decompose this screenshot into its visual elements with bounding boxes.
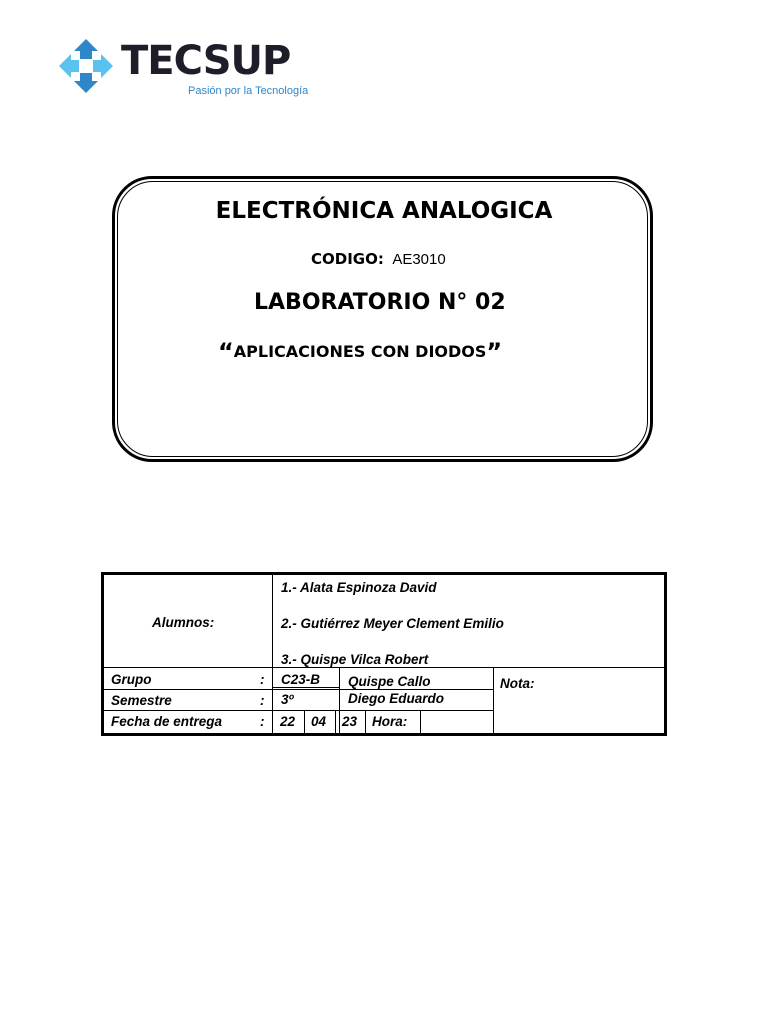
course-title: ELECTRÓNICA ANALOGICA	[215, 198, 553, 224]
professor-name: Quispe Callo	[348, 674, 431, 689]
table-divider	[493, 667, 494, 733]
topic-close-quote: ”	[486, 338, 503, 366]
semester-value: 3º	[281, 692, 294, 707]
tecsup-emblem-icon	[55, 35, 117, 97]
course-code	[311, 250, 446, 269]
course-code-label: CODIGO:	[311, 250, 384, 268]
professor-name: Diego Eduardo	[348, 691, 445, 706]
lab-topic	[218, 338, 502, 366]
tecsup-logo	[55, 35, 315, 105]
logo-wordmark: TECSUP	[121, 38, 291, 84]
delivery-month: 04	[311, 714, 327, 729]
group-colon: :	[260, 672, 265, 687]
student-name: 2.- Gutiérrez Meyer Clement Emilio	[281, 616, 504, 631]
table-divider	[104, 689, 494, 690]
delivery-day: 22	[280, 714, 296, 729]
grade-label: Nota:	[500, 676, 535, 691]
lab-title: LABORATORIO N° 02	[254, 290, 506, 315]
table-divider	[104, 710, 494, 711]
table-divider	[272, 575, 273, 733]
topic-text: APLICACIONES CON DIODOS	[233, 342, 487, 361]
table-divider	[365, 710, 366, 733]
students-label: Alumnos:	[152, 615, 215, 630]
table-divider	[339, 667, 340, 733]
group-value: C23-B	[281, 672, 321, 687]
delivery-date-colon: :	[260, 714, 265, 729]
semester-label: Semestre	[111, 693, 172, 708]
student-name: 3.- Quispe Vilca Robert	[281, 652, 429, 667]
student-info-table	[101, 572, 667, 736]
hour-label: Hora:	[372, 714, 408, 729]
delivery-year: 23	[342, 714, 358, 729]
semester-colon: :	[260, 693, 265, 708]
topic-open-quote: “	[218, 338, 234, 366]
group-label: Grupo	[111, 672, 152, 687]
logo-tagline: Pasión por la Tecnología	[188, 85, 309, 97]
table-divider	[420, 710, 421, 733]
table-divider	[335, 710, 336, 733]
student-name: 1.- Alata Espinoza David	[281, 580, 437, 595]
course-code-value: AE3010	[392, 251, 446, 268]
delivery-date-label: Fecha de entrega	[111, 714, 223, 729]
table-divider	[304, 710, 305, 733]
